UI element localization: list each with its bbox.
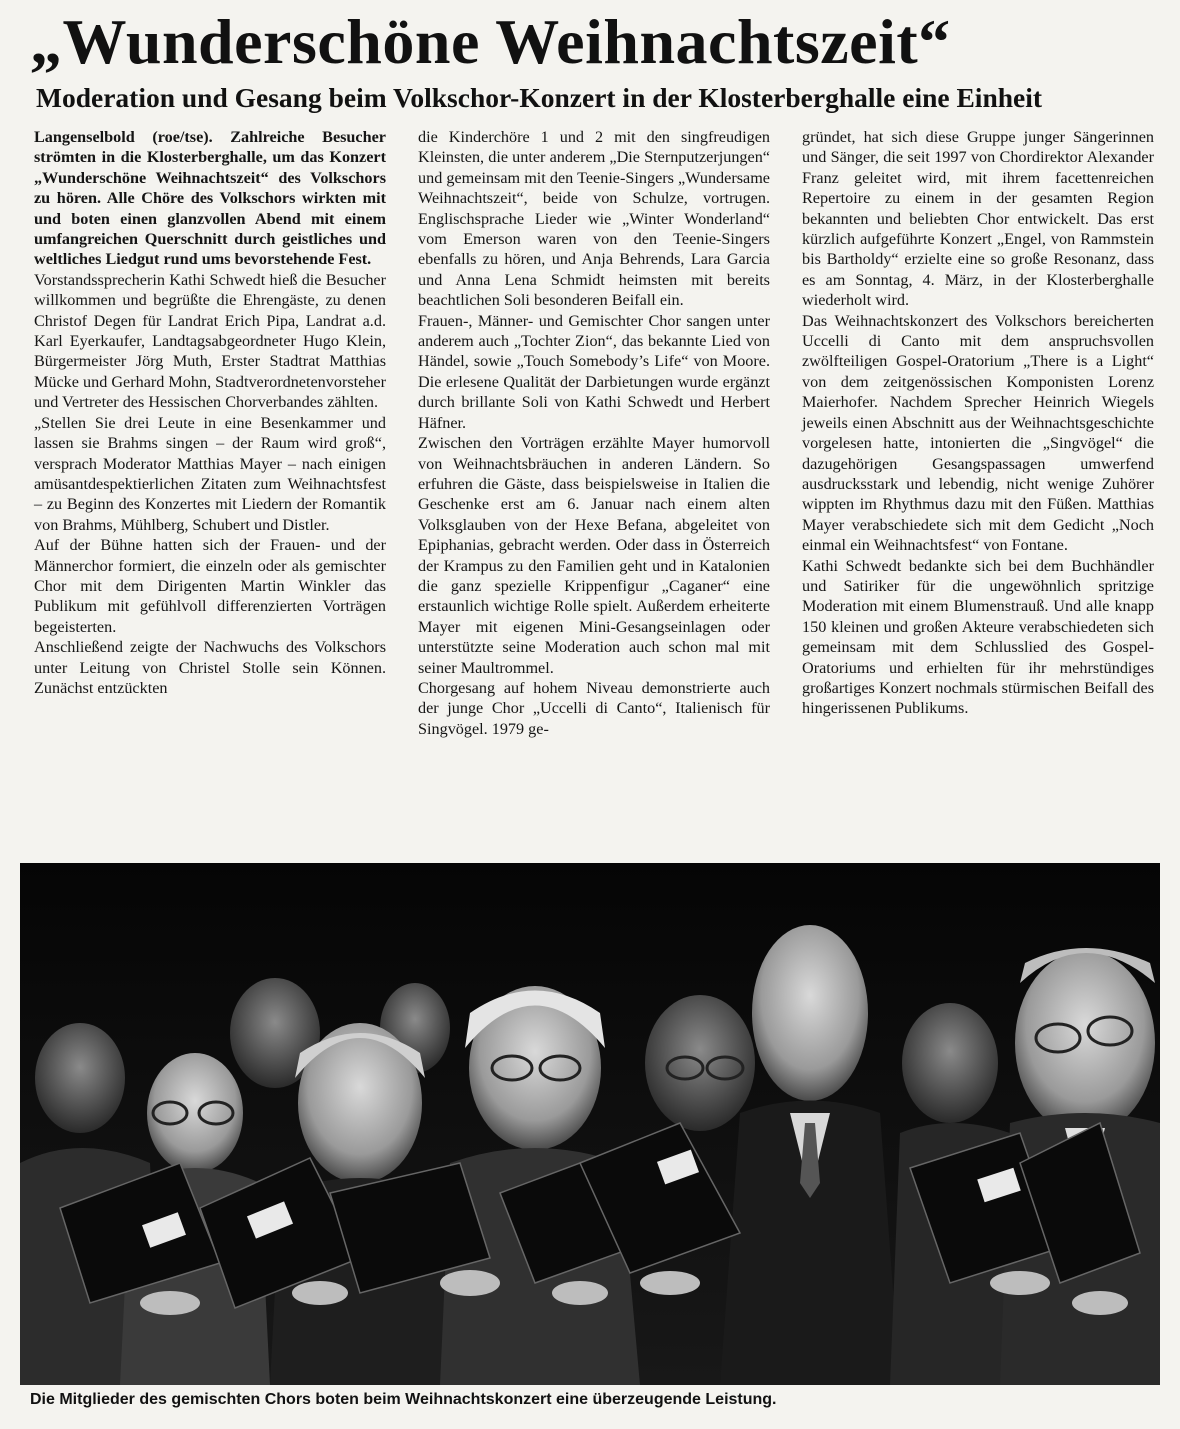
choir-photo bbox=[20, 863, 1160, 1385]
article-paragraph: Das Weihnachtskonzert des Volkschors bereicherten Uccelli di Canto mit dem anspruchsvollen zwölfteiligen Gospel-Oratorium „There is a Light“ von dem zeitgenössischen Komponisten Lorenz Maierhofer. Nachdem Sprecher Heinrich Wiegels jeweils einen Abschnitt aus der Weihnachtsgeschichte vorgelesen hatte, intonierten die „Singvögel“ die dazugehörigen Gesangspassagen umwerfend ausdrucksstark und lebendig, nicht wenige Zuhörer wippten im Rhythmus dazu mit den Füßen. Matthias Mayer verabschiedete sich mit dem Gedicht „Noch einmal ein Weihnachtsfest“ von Fontane. bbox=[802, 311, 1154, 555]
article-lead-paragraph: Langenselbold (roe/tse). Zahlreiche Besucher strömten in die Klosterberghalle, um das Konzert „Wunderschöne Weihnachtszeit“ des Volkschors zu hören. Alle Chöre des Volkschors wirkten mit und boten einen glanzvollen Abend mit einem umfangreichen Querschnitt durch geistliches und weltliches Liedgut rund ums bevorstehende Fest. bbox=[34, 128, 386, 269]
choir-photo-illustration bbox=[20, 863, 1160, 1385]
article-column-1 bbox=[34, 127, 386, 698]
article-paragraph: Kathi Schwedt bedankte sich bei dem Buchhändler und Satiriker für die ungewöhnlich spritzige Moderation mit einem Blumenstrauß. Und alle knapp 150 kleinen und großen Akteure verabschiedeten sich gemeinsam mit dem Schlusslied des Gospel-Oratoriums und erhielten für ihr mehrstündiges großartiges Konzert nochmals stürmischen Beifall des hingerissenen Publikums. bbox=[802, 556, 1154, 718]
article-column-3 bbox=[802, 127, 1154, 719]
article-paragraph: die Kinderchöre 1 und 2 mit den singfreudigen Kleinsten, die unter anderem „Die Sternputzerjungen“ und gemeinsam mit den Teenie-Singers „Wundersame Weihnachtszeit“, beide von Schulze, vortrugen. Englischsprache Lieder wie „Winter Wonderland“ vom Emerson waren von den Teenie-Singers ebenfalls zu hören, und Anja Behrends, Lara Garcia und Anna Lena Schmidt heimsten mit bereits beachtlichen Soli besonderen Beifall ein. bbox=[418, 128, 770, 310]
article-headline: „Wunderschöne Weihnachtszeit“ bbox=[30, 6, 951, 77]
article-paragraph: gründet, hat sich diese Gruppe junger Sängerinnen und Sänger, die seit 1997 von Chordirektor Alexander Franz geleitet wird, mit ihrem facettenreichen Repertoire zu einem in der gesamten Region bekannten und beliebten Chor entwickelt. Das erst kürzlich aufgeführte Konzert „Engel, von Rammstein bis Bartholdy“ erzielte eine so große Resonanz, dass es am Sonntag, 4. März, in der Klosterberghalle wiederholt wird. bbox=[802, 128, 1154, 310]
article-paragraph: Zwischen den Vorträgen erzählte Mayer humorvoll von Weihnachtsbräuchen in anderen Ländern. So erfuhren die Gäste, dass beispielsweise in Italien die Geschenke erst am 6. Januar nach einem alten Volksglauben von der Hexe Befana, abgeleitet von Epiphanias, gebracht werden. Oder dass in Österreich der Krampus zu den Familien geht und in Katalonien die ganz spezielle Krippenfigur „Caganer“ eine erstaunlich wichtige Rolle spielt. Außerdem erheiterte Mayer mit eigenen Mini-Gesangseinlagen oder unterstützte seine Moderation auch schon mal mit seiner Maultrommel. bbox=[418, 434, 770, 677]
article-paragraph: Frauen-, Männer- und Gemischter Chor sangen unter anderem auch „Tochter Zion“, das bekannte Lied von Händel, sowie „Touch Somebody’s Life“ von Moore. Die erlesene Qualität der Darbietungen wurde ergänzt durch brillante Soli von Kathi Schwedt und Herbert Häfner. bbox=[418, 311, 770, 432]
article-paragraph: Chorgesang auf hohem Niveau demonstrierte auch der junge Chor „Uccelli di Canto“, Italienisch für Singvögel. 1979 ge- bbox=[418, 678, 770, 738]
article-paragraph: Auf der Bühne hatten sich der Frauen- und der Männerchor formiert, die einzeln oder als gemischter Chor mit dem Dirigenten Martin Winkler das Publikum mit gefühlvoll differenzierten Vorträgen begeisterten. bbox=[34, 536, 386, 636]
article-column-2 bbox=[418, 127, 770, 739]
article-paragraph: Vorstandssprecherin Kathi Schwedt hieß die Besucher willkommen und begrüßte die Ehrengäste, zu denen Christof Degen für Landrat Erich Pipa, Landrat a.d. Karl Eyerkaufer, Landtagsabgeordneter Hugo Klein, Bürgermeister Jörg Muth, Erster Stadtrat Matthias Mücke und Gerhard Mohn, Stadtverordnetenvorsteher und Vertreter des Hessischen Chorverbandes zählten. bbox=[34, 270, 386, 412]
article-subheadline: Moderation und Gesang beim Volkschor-Konzert in der Klosterberghalle eine Einheit bbox=[36, 82, 1043, 113]
article-paragraph: Anschließend zeigte der Nachwuchs des Volkschors unter Leitung von Christel Stolle sein Können. Zunächst entzückten bbox=[34, 638, 386, 697]
article-paragraph: „Stellen Sie drei Leute in eine Besenkammer und lassen sie Brahms singen – der Raum wird groß“, versprach Moderator Matthias Mayer – nach einigen amüsantdespektierlichen Zitaten zum Weihnachtsfest – zu Beginn des Konzertes mit Liedern der Romantik von Brahms, Mühlberg, Schubert und Distler. bbox=[34, 413, 386, 534]
photo-caption: Die Mitglieder des gemischten Chors boten beim Weihnachtskonzert eine überzeugende Leistung. bbox=[30, 1391, 777, 1408]
